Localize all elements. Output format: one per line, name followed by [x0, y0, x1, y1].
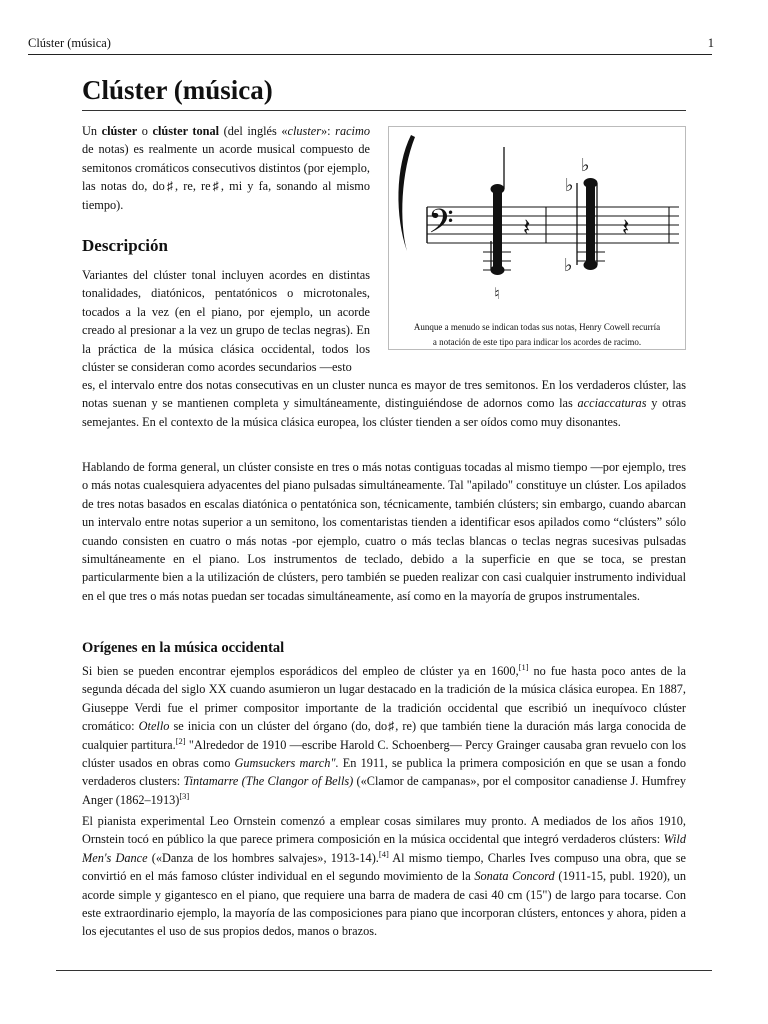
flat-sign-icon-1: ♭ — [581, 155, 590, 176]
origins-paragraph: Si bien se pueden encontrar ejemplos esporádicos del empleo de clúster ya en 1600,[1] no fue hasta poco antes de la segunda década del siglo XX cuando asumieron un lugar destacado en la tradición de la música clásica europea. En 1887, Giuseppe Verdi fue el primer compositor importante de la tradición occidental que escribió un inequívoco clúster cromático: Otello se inicia con un clúster del órgano (do, do♯, re) que también tiene la duración más larga conocida de cualquier partitura.[2] "Alrededor de 1910 —escribe Harold C. Schoenberg— Percy Grainger causaba gran revuelo con los clúster usados en obras como Gumsuckers march". En 1911, se publica la primera composición en que se usan a fondo verdaderos clusters: Tintamarre (The Clangor of Bells) («Clamor de campanas», por el compositor canadiense J. Humfrey Anger (1862–1913)[3] — [82, 661, 686, 807]
section-heading-descripcion: Descripción — [82, 236, 168, 255]
bass-clef-icon: 𝄢 — [428, 203, 454, 249]
footer-rule — [56, 970, 712, 971]
bass-staff — [427, 207, 679, 243]
citation-link-4[interactable]: [4] — [378, 848, 389, 859]
figure-caption: Aunque a menudo se indican todas sus notas, Henry Cowell recurría a notación de este tipo para indicar los acordes de racimo. — [413, 322, 661, 347]
cluster-chord-1 — [483, 147, 511, 275]
page-title: Clúster (música) — [82, 72, 686, 111]
running-header — [28, 36, 712, 55]
page-number: 1 — [707, 36, 714, 50]
flat-sign-icon-2: ♭ — [565, 175, 574, 196]
flat-sign-icon-3: ♭ — [564, 255, 573, 276]
quarter-rest-icon-2: 𝄽 — [622, 213, 630, 241]
description-paragraph-continued: es, el intervalo entre dos notas consecutivas en un cluster nunca es mayor de tres semitonos. En los verdaderos clúster, las notas suenan y se mantienen completa y simultáneamente, distinguiéndose de adornos como las acciaccaturas y otras semejantes. En el contexto de la música clásica europea, los clúster tienden a ser oídos como muy disonantes. — [82, 378, 686, 429]
system-brace — [398, 135, 415, 251]
section-heading-origenes: Orígenes en la música occidental — [82, 640, 285, 656]
term-cluster: clúster — [101, 124, 138, 138]
natural-sign-icon: ♮ — [494, 284, 500, 303]
intro-paragraph: Un clúster o clúster tonal (del inglés «cluster»: racimo de notas) es realmente un acorde musical compuesto de semitonos cromáticos consecutivos distintos (por ejemplo, las notas do, do♯, re, re♯, mi y fa, sonando al mismo tiempo). — [82, 124, 370, 212]
cluster-notation-image — [389, 127, 687, 351]
description-paragraph: Variantes del clúster tonal incluyen acordes en distintas tonalidades, diatónicos, pentatónicos o microtonales, tocados a la vez (en el piano, por ejemplo, un acorde creado al presionar a la vez un grupo de teclas negras). En la práctica de la música clásica occidental, todos los clúster se consideran como acordes secundarios —esto — [82, 268, 370, 375]
music-figure — [388, 126, 686, 350]
quarter-rest-icon-1: 𝄽 — [523, 213, 531, 241]
ornstein-paragraph: El pianista experimental Leo Ornstein comenzó a emplear cosas similares muy pronto. A mediados de los años 1910, Ornstein tocó en público la que parece primera composición en la música occidental que integró verdaderos clústers: Wild Men's Dance («Danza de los hombres salvajes», 1913-14).[4] Al mismo tiempo, Charles Ives compuso una obra, que se convirtió en el más famoso clúster individual en el segundo movimiento de la Sonata Concord (1911-15, publ. 1920), un acorde simple y gigantesco en el piano, que requiere una barra de madera de casi 40 cm (15") de largo para tocarse. Con este extraordinario ejemplo, la mayoría de las composiciones para piano que incorporan clústers, entonces y ahora, piden a los ejecutantes el uso de sus propios dedos, manos o brazos. — [82, 814, 686, 939]
citation-link-1[interactable]: [1] — [518, 661, 529, 672]
general-paragraph: Hablando de forma general, un clúster consiste en tres o más notas contiguas tocadas al mismo tiempo —por ejemplo, tres o más notas cualesquiera adyacentes del piano pulsadas simultáneamente. Tal "apilado" constituye un clúster. Los apilados de tres notas basados en escalas diatónica o pentatónica son, técnicamente, también clústers; sin embargo, cuando abarcan un intervalo entre notas superior a un semitono, los comentaristas tienden a identificar esos apilados como “clústers” sólo cuando consisten en cuatro o más notas -por ejemplo, cuatro o más teclas blancas o teclas negras sucesivas pulsadas simultáneamente en el piano. Los instrumentos de teclado, debido a la superficie en que se toca, se prestan particularmente bien a la utilización de clústers, pero también se pueden realizar con casi cualquier instrumento individual en el que tres o más notas puedan ser tocadas simultáneamente, así como en la mayoría de grupos instrumentales. — [82, 460, 686, 603]
citation-link-3[interactable]: [3] — [179, 790, 190, 801]
citation-link-2[interactable]: [2] — [175, 735, 186, 746]
term-cluster-tonal: clúster tonal — [152, 124, 220, 138]
running-header-title: Clúster (música) — [28, 36, 111, 50]
